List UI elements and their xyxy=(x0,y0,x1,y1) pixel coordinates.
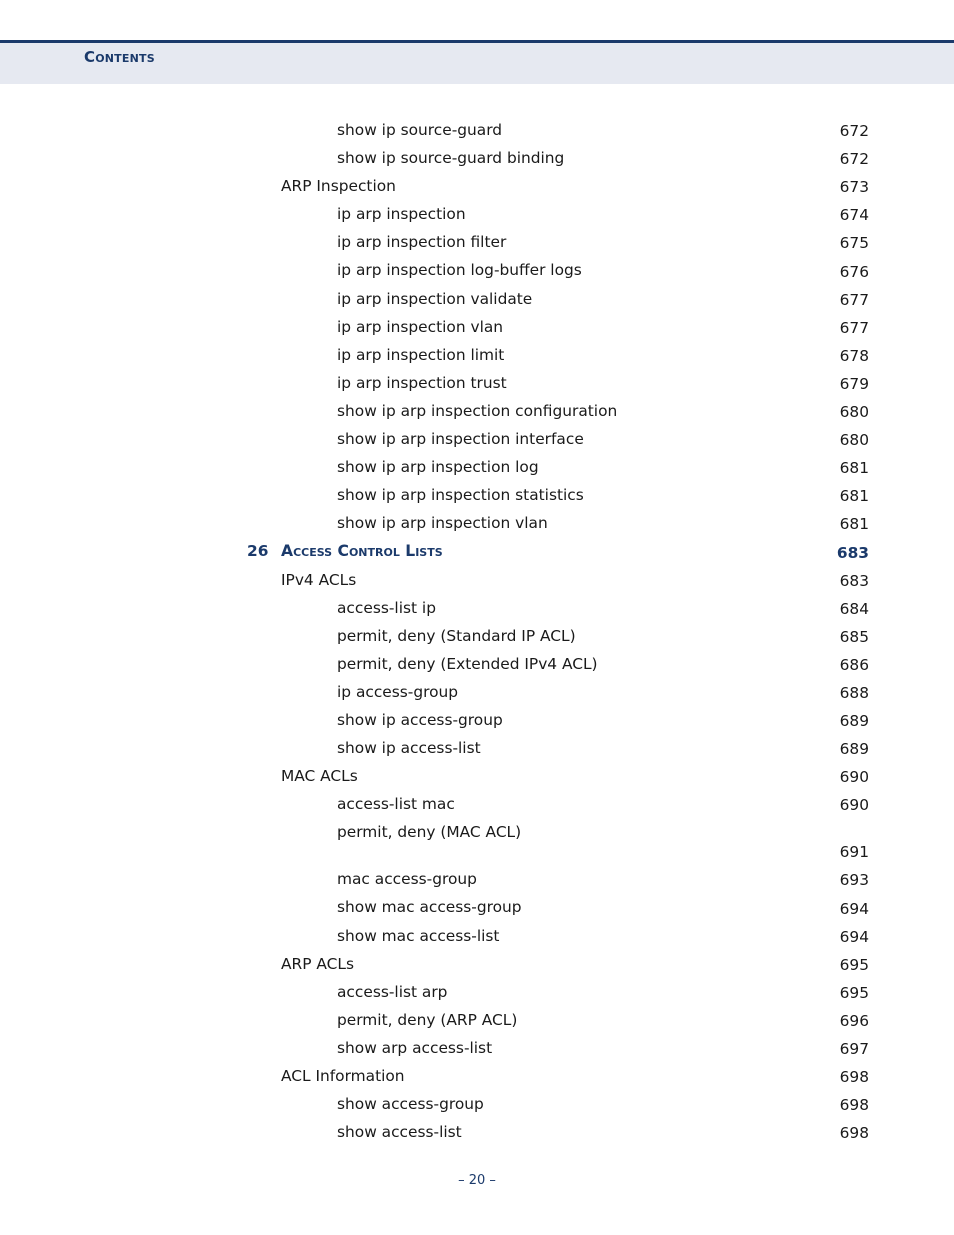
toc-entry[interactable] xyxy=(0,1063,954,1091)
toc-entry-title: show ip arp inspection statistics xyxy=(337,486,584,505)
toc-entry-title: ARP Inspection xyxy=(281,177,396,196)
toc-entry[interactable] xyxy=(0,866,954,894)
toc-entry-title: show mac access-list xyxy=(337,926,500,945)
toc-entry-page: 677 xyxy=(839,318,869,337)
toc-entry-page: 694 xyxy=(839,899,869,918)
toc-entry[interactable] xyxy=(0,1091,954,1119)
toc-entry-title: ip arp inspection limit xyxy=(337,345,505,364)
toc-entry-title: access-list mac xyxy=(337,795,455,814)
toc-chapter-entry[interactable] xyxy=(0,538,954,566)
toc-entry-page: 673 xyxy=(839,178,869,197)
toc-entry-page: 696 xyxy=(839,1011,869,1030)
toc-entry[interactable] xyxy=(0,510,954,538)
chapter-number: 26 xyxy=(247,542,269,561)
toc-entry[interactable] xyxy=(0,979,954,1007)
toc-entry-title: show ip access-list xyxy=(337,739,481,758)
toc-entry-title: show ip access-group xyxy=(337,710,503,729)
toc-entry-title: show ip arp inspection vlan xyxy=(337,514,548,533)
toc-entry-title: show ip arp inspection log xyxy=(337,458,539,477)
toc-entry[interactable] xyxy=(0,894,954,922)
toc-entry-page: 680 xyxy=(839,431,869,450)
toc-entry-title: access-list arp xyxy=(337,982,448,1001)
toc-entry[interactable] xyxy=(0,229,954,257)
toc-entry-title: permit, deny (MAC ACL) xyxy=(337,823,522,842)
toc-entry[interactable] xyxy=(0,567,954,595)
toc-entry[interactable] xyxy=(0,370,954,398)
toc-entry[interactable] xyxy=(0,117,954,145)
toc-entry-page: 684 xyxy=(839,599,869,618)
toc-entry-title: show ip source-guard binding xyxy=(337,149,565,168)
toc-entry[interactable] xyxy=(0,145,954,173)
toc-entry[interactable] xyxy=(0,923,954,951)
toc-entry-title: permit, deny (ARP ACL) xyxy=(337,1010,518,1029)
toc-entry-title: IPv4 ACLs xyxy=(281,570,357,589)
toc-entry-page: 695 xyxy=(839,983,869,1002)
toc-entry-title: show mac access-group xyxy=(337,898,522,917)
toc-entry-title: ACL Information xyxy=(281,1067,405,1085)
toc-entry-title: show access-group xyxy=(337,1095,484,1114)
toc-entry[interactable] xyxy=(0,398,954,426)
toc-entry-title: ip arp inspection filter xyxy=(337,233,507,252)
toc-entry-title: show access-list xyxy=(337,1123,462,1142)
toc-entry[interactable] xyxy=(0,482,954,510)
toc-entry[interactable] xyxy=(0,951,954,979)
table-of-contents xyxy=(0,117,954,1147)
toc-entry-page: 689 xyxy=(839,712,869,731)
toc-entry[interactable] xyxy=(0,173,954,201)
toc-entry[interactable] xyxy=(0,623,954,651)
toc-entry[interactable] xyxy=(0,1119,954,1147)
toc-entry-page: 677 xyxy=(839,290,869,309)
toc-entry-page: 690 xyxy=(839,796,869,815)
toc-entry-title: mac access-group xyxy=(337,870,477,889)
toc-entry[interactable] xyxy=(0,314,954,342)
toc-entry-page: 688 xyxy=(839,683,869,702)
toc-entry-page: 675 xyxy=(839,234,869,253)
toc-entry-page: 686 xyxy=(839,655,869,674)
toc-entry[interactable] xyxy=(0,257,954,285)
toc-entry-title: ip arp inspection vlan xyxy=(337,317,504,336)
toc-entry[interactable] xyxy=(0,651,954,679)
toc-entry-page: 681 xyxy=(839,487,869,506)
toc-entry-title: show ip arp inspection configuration xyxy=(337,401,618,420)
toc-entry[interactable] xyxy=(0,426,954,454)
toc-entry-title: ip arp inspection log-buffer logs xyxy=(337,261,582,280)
toc-entry-page: 693 xyxy=(839,871,869,890)
toc-entry-title: show ip arp inspection interface xyxy=(337,430,584,449)
toc-entry[interactable] xyxy=(0,201,954,229)
toc-entry-page: 676 xyxy=(839,262,869,281)
toc-entry-page: 698 xyxy=(839,1124,869,1143)
toc-entry-page: 681 xyxy=(839,459,869,478)
page-number: – 20 – xyxy=(458,1173,496,1188)
toc-entry-title: MAC ACLs xyxy=(281,767,358,786)
toc-entry-page: 672 xyxy=(839,150,869,169)
toc-entry[interactable] xyxy=(0,791,954,819)
toc-entry[interactable] xyxy=(0,735,954,763)
toc-entry-page: 679 xyxy=(839,374,869,393)
toc-entry-page: 683 xyxy=(836,543,869,562)
toc-entry-page: 694 xyxy=(839,927,869,946)
toc-entry-title: ip access-group xyxy=(337,682,459,701)
toc-entry[interactable] xyxy=(0,595,954,623)
toc-entry-page: 690 xyxy=(839,768,869,787)
header-title: Contents xyxy=(84,48,155,66)
toc-entry-page: 695 xyxy=(839,955,869,974)
toc-entry-page: 672 xyxy=(839,122,869,141)
toc-entry[interactable] xyxy=(0,707,954,735)
toc-entry-page: 680 xyxy=(839,403,869,422)
toc-entry-title: show ip source-guard xyxy=(337,121,503,139)
toc-entry-title: permit, deny (Standard IP ACL) xyxy=(337,626,576,645)
toc-entry-page: 678 xyxy=(839,346,869,365)
toc-entry-page: 685 xyxy=(839,627,869,646)
toc-entry[interactable] xyxy=(0,342,954,370)
toc-entry[interactable] xyxy=(0,454,954,482)
toc-entry-title: access-list ip xyxy=(337,598,436,617)
toc-entry[interactable] xyxy=(0,679,954,707)
toc-entry[interactable] xyxy=(0,286,954,314)
toc-entry-title: ip arp inspection validate xyxy=(337,289,533,308)
toc-entry[interactable] xyxy=(0,819,954,866)
toc-entry-title: Access Control Lists xyxy=(281,542,443,561)
toc-entry[interactable] xyxy=(0,763,954,791)
toc-entry-page: 674 xyxy=(839,206,869,225)
page-header xyxy=(0,40,954,84)
toc-entry-page: 698 xyxy=(839,1068,869,1087)
toc-entry-page: 689 xyxy=(839,740,869,759)
toc-entry[interactable] xyxy=(0,1007,954,1035)
toc-entry-page: 698 xyxy=(839,1096,869,1115)
toc-entry-title: permit, deny (Extended IPv4 ACL) xyxy=(337,654,598,673)
toc-entry-title: show arp access-list xyxy=(337,1038,493,1057)
toc-entry-page: 697 xyxy=(839,1040,869,1058)
toc-entry-page: 683 xyxy=(839,571,869,590)
toc-entry-title: ip arp inspection trust xyxy=(337,373,507,392)
toc-entry-page: 681 xyxy=(839,515,869,534)
toc-entry-title: ARP ACLs xyxy=(281,954,354,973)
toc-entry-title: ip arp inspection xyxy=(337,205,466,224)
toc-entry-page: 691 xyxy=(839,843,869,862)
toc-entry[interactable] xyxy=(0,1035,954,1063)
